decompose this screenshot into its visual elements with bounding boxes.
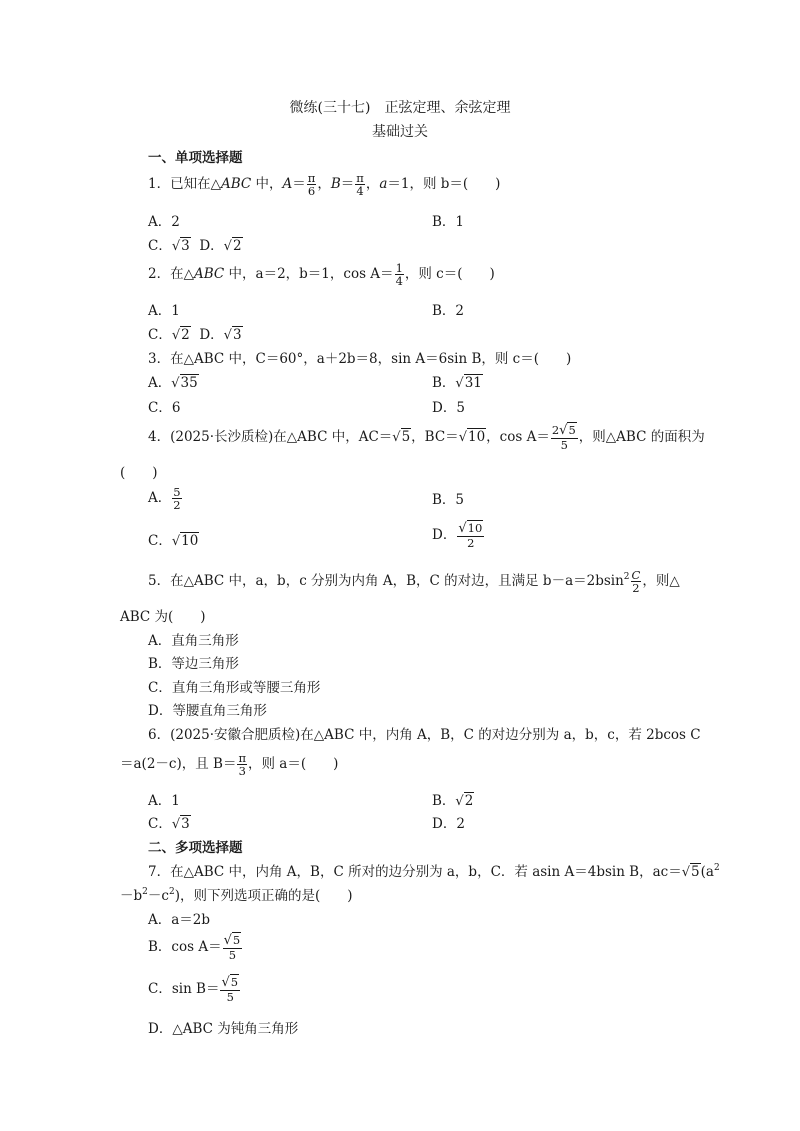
sqrt-3: √3 bbox=[171, 238, 190, 254]
page-subtitle: 基础过关 bbox=[372, 124, 428, 140]
fraction-pi-over-4: $\frac{\pi}{4}$ bbox=[356, 171, 364, 199]
q7-option-b: B．cos A＝ $\frac{√5}{5}$ bbox=[148, 933, 241, 962]
question-7: 7．在△ABC 中，内角 A，B，C 所对的边分别为 a，b，C．若 asin A＝4bsin B，$ac=√5(a^2$ bbox=[148, 863, 720, 880]
q5-option-d: D．等腰直角三角形 bbox=[148, 703, 267, 719]
question-1: 1．已知在△ABC 中，A＝ $\frac{\pi}{6}$ ，B＝ $\frac{\pi}{4}$ ，a＝1，则 b＝( ) bbox=[148, 171, 501, 199]
q3-option-c: C．6 bbox=[148, 400, 181, 416]
section-multiple-choice: 二、多项选择题 bbox=[148, 840, 243, 856]
sqrt-2: √2 bbox=[223, 238, 242, 254]
q2-option-a: A．1 bbox=[148, 303, 180, 319]
question-5: 5．在△ABC 中，a，b，c 分别为内角 A，B，C 的对边，且满足 b－a＝2bsin$^2$ $\frac{C}{2}$ ，则△ bbox=[148, 568, 680, 596]
question-4: 4．(2025·长沙质检)在△ABC 中，AC＝√5，BC＝√10，cos A＝ $\frac{2√5}{5}$ ，则△ABC 的面积为 bbox=[148, 423, 705, 452]
q6-line2: ＝a(2－c)，且 B＝ $\frac{\pi}{3}$ ，则 a＝( ) bbox=[120, 751, 339, 779]
section-single-choice: 一、单项选择题 bbox=[148, 150, 243, 166]
q5-option-c: C．直角三角形或等腰三角形 bbox=[148, 680, 321, 696]
q3-option-a: A．√35 bbox=[148, 375, 198, 391]
page-title: 微练(三十七) 正弦定理、余弦定理 bbox=[289, 100, 511, 116]
q6-option-d: D．2 bbox=[432, 816, 465, 832]
q7-option-d: D．△ABC 为钝角三角形 bbox=[148, 1021, 299, 1037]
fraction-2sqrt5-over-5: $\frac{2√5}{5}$ bbox=[551, 423, 576, 452]
question-2: 2．在△ABC 中，a＝2，b＝1，cos A＝ $\frac{1}{4}$ ，则 c＝( ) bbox=[148, 261, 495, 289]
q7-line2: $-b^2-c^2$)，则下列选项正确的是( ) bbox=[120, 887, 353, 904]
question-3: 3．在△ABC 中，C＝60°，a＋2b＝8，sin A＝6sin B，则 c＝( ) bbox=[148, 351, 572, 367]
q7-option-c: C．sin B＝ $\frac{√5}{5}$ bbox=[148, 975, 239, 1004]
q1-text-pre: 1．已知在△ bbox=[148, 176, 221, 193]
fraction-1-over-4: $\frac{1}{4}$ bbox=[395, 261, 403, 289]
q4-paren: ( ) bbox=[120, 465, 158, 481]
q3-option-d: D．5 bbox=[432, 400, 465, 416]
q1-option-a: A．2 bbox=[148, 214, 180, 230]
q7-option-a: A．a＝2b bbox=[148, 912, 211, 928]
q4-option-b: B．5 bbox=[432, 492, 465, 508]
q2-option-b: B．2 bbox=[432, 303, 465, 319]
q1-options-c-d: C．√3 D．√2 bbox=[148, 238, 242, 254]
q4-option-c: C．√10 bbox=[148, 533, 199, 549]
q6-option-a: A．1 bbox=[148, 793, 180, 809]
fraction-c-over-2: $\frac{C}{2}$ bbox=[631, 568, 641, 596]
q6-option-c: C．√3 bbox=[148, 816, 190, 832]
q4-option-a: A． $\frac{5}{2}$ bbox=[148, 485, 181, 513]
q3-option-b: B．√31 bbox=[432, 375, 482, 391]
question-6: 6．(2025·安徽合肥质检)在△ABC 中，内角 A，B，C 的对边分别为 a，b，c，若 2bcos C bbox=[148, 727, 701, 743]
q4-option-d: D． $\frac{√10}{2}$ bbox=[432, 521, 483, 550]
q5-option-a: A．直角三角形 bbox=[148, 633, 239, 649]
fraction-pi-over-3: $\frac{\pi}{3}$ bbox=[238, 751, 247, 779]
q6-option-b: B．√2 bbox=[432, 793, 474, 809]
q2-options-c-d: C．√2 D．√3 bbox=[148, 327, 242, 343]
q5-option-b: B．等边三角形 bbox=[148, 656, 239, 672]
q1-option-b: B．1 bbox=[432, 214, 465, 230]
fraction-pi-over-6: $\frac{\pi}{6}$ bbox=[307, 171, 316, 199]
q5-line2: ABC 为( ) bbox=[120, 609, 206, 625]
